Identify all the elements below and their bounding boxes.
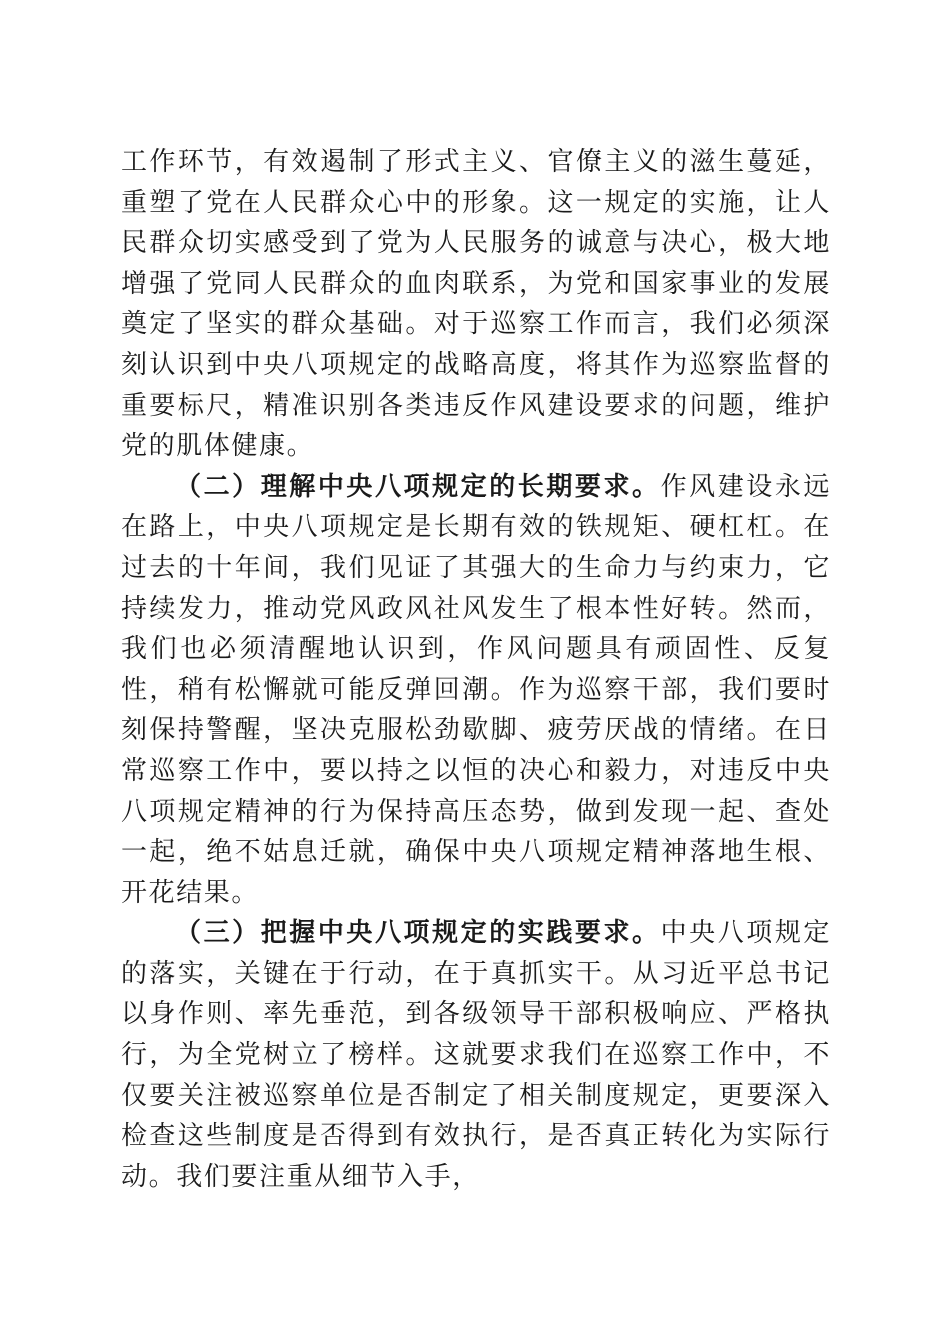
paragraph-continuation [121, 142, 831, 467]
paragraph-section-3 [121, 913, 831, 1197]
paragraph-section-2 [121, 467, 831, 914]
paragraph-body: 工作环节，有效遏制了形式主义、官僚主义的滋生蔓延，重塑了党在人民群众心中的形象。这一规定的实施，让人民群众切实感受到了党为人民服务的诚意与决心，极大地增强了党同人民群众的血肉联系，为党和国家事业的发展奠定了坚实的群众基础。对于巡察工作而言，我们必须深刻认识到中央八项规定的战略高度，将其作为巡察监督的重要标尺，精准识别各类违反作风建设要求的问题，维护党的肌体健康。 [121, 147, 831, 462]
section-heading: （二）理解中央八项规定的长期要求。 [175, 471, 661, 502]
paragraph-body: 作风建设永远在路上，中央八项规定是长期有效的铁规矩、硬杠杠。在过去的十年间，我们见证了其强大的生命力与约束力，它持续发力，推动党风政风社风发生了根本性好转。然而，我们也必须清醒地认识到，作风问题具有顽固性、反复性，稍有松懈就可能反弹回潮。作为巡察干部，我们要时刻保持警醒，坚决克服松劲歇脚、疲劳厌战的情绪。在日常巡察工作中，要以持之以恒的决心和毅力，对违反中央八项规定精神的行为保持高压态势，做到发现一起、查处一起，绝不姑息迁就，确保中央八项规定精神落地生根、开花结果。 [121, 471, 831, 908]
body-text [121, 142, 831, 1197]
section-heading: （三）把握中央八项规定的实践要求。 [175, 918, 661, 949]
paragraph-body: 中央八项规定的落实，关键在于行动，在于真抓实干。从习近平总书记以身作则、率先垂范，到各级领导干部积极响应、严格执行，为全党树立了榜样。这就要求我们在巡察工作中，不仅要关注被巡察单位是否制定了相关制度规定，更要深入检查这些制度是否得到有效执行，是否真正转化为实际行动。我们要注重从细节入手， [121, 918, 831, 1192]
